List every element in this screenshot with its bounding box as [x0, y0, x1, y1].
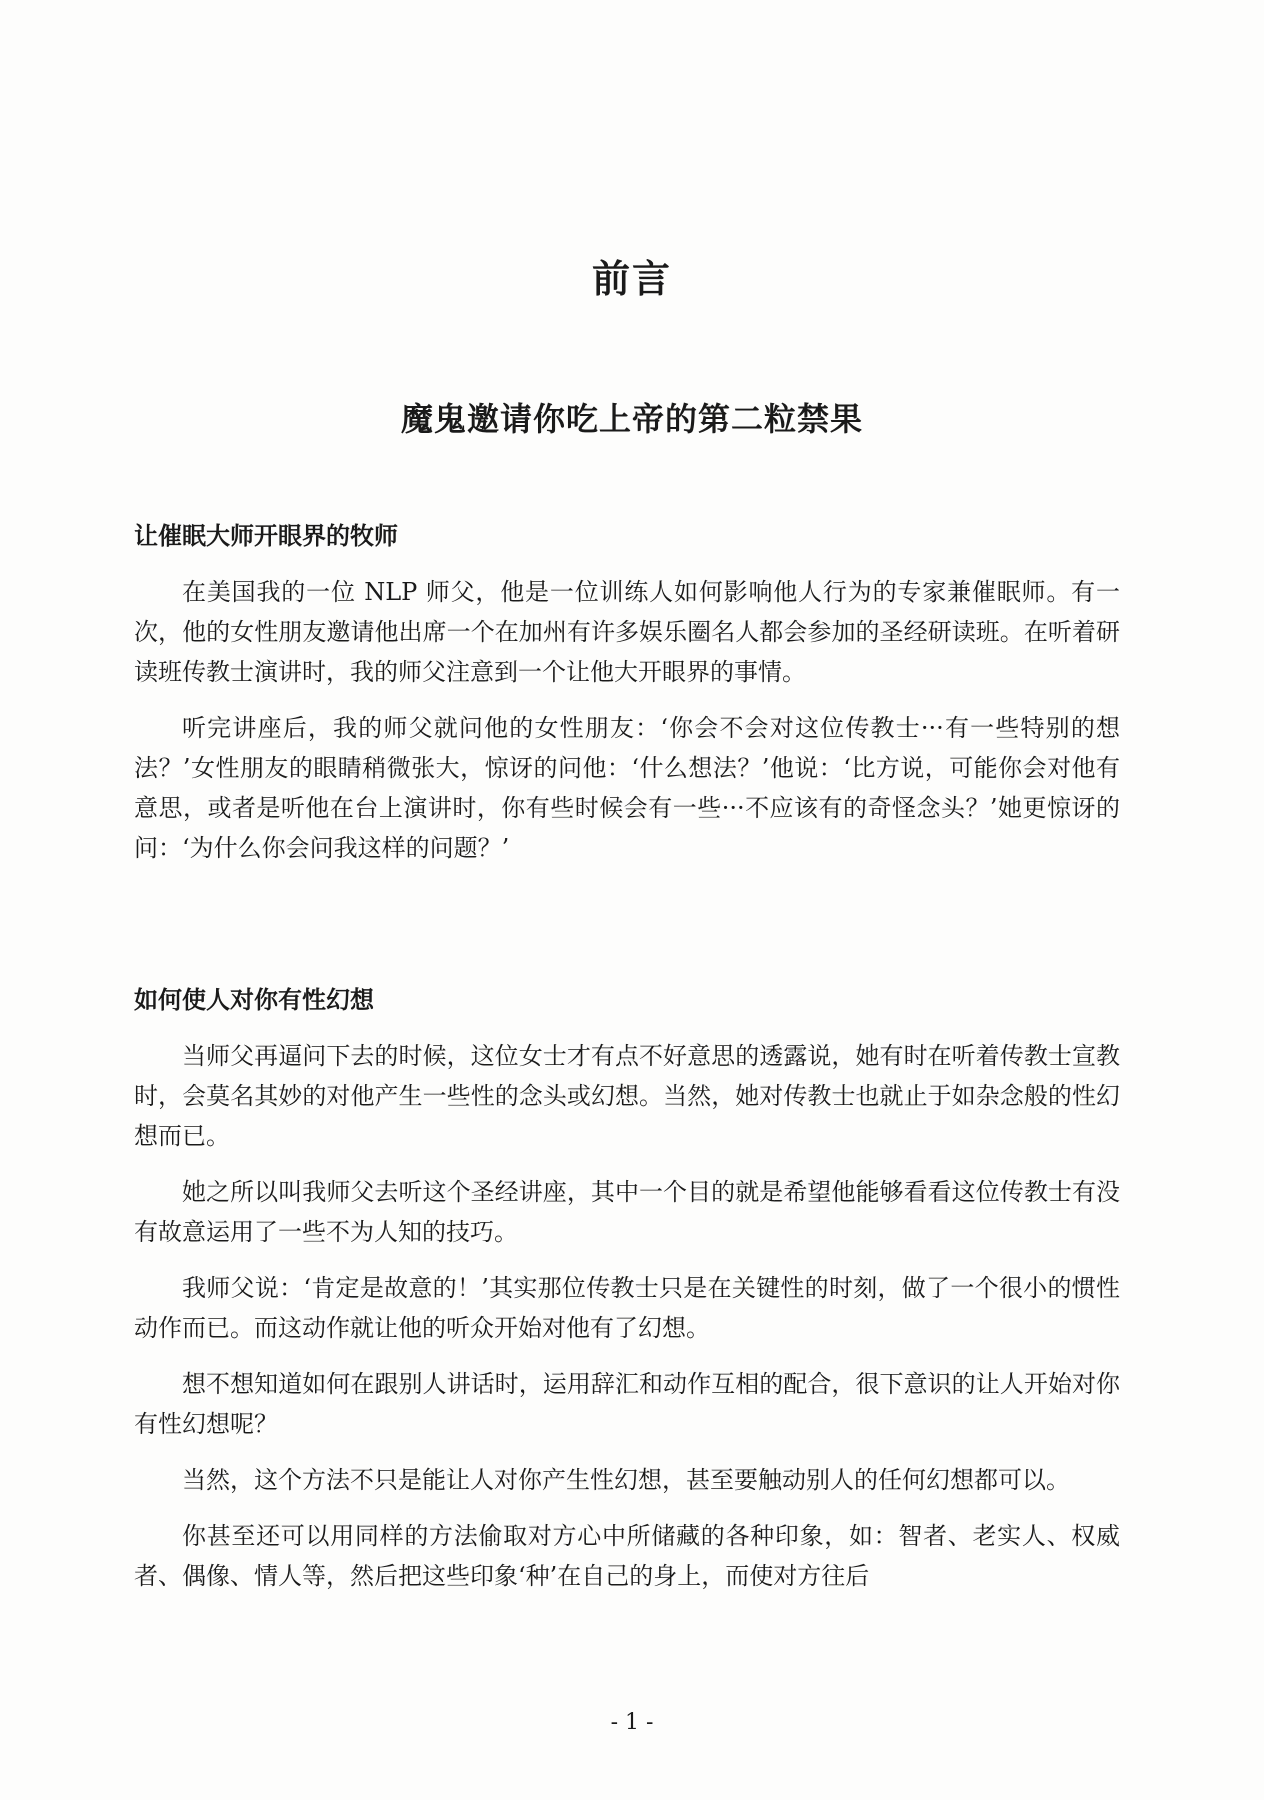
chapter-title: 前言	[591, 256, 672, 301]
paragraph: 她之所以叫我师父去听这个圣经讲座，其中一个目的就是希望他能够看看这位传教士有没有故意运用了一些不为人知的技巧。	[134, 1178, 1120, 1246]
paragraph: 想不想知道如何在跟别人讲话时，运用辞汇和动作互相的配合，很下意识的让人开始对你有性幻想呢？	[134, 1370, 1120, 1438]
page-number: - 1 -	[610, 1710, 654, 1735]
paragraph: 听完讲座后，我的师父就问他的女性朋友：‘你会不会对这位传教士···有一些特别的想法？’女性朋友的眼睛稍微张大，惊讶的问他：‘什么想法？’他说：‘比方说，可能你会对他有意思，或者是听他在台上演讲时，你有些时候会有一些···不应该有的奇怪念头？’她更惊讶的问：‘为什么你会问我这样的问题？’	[134, 714, 1120, 862]
paragraph: 在美国我的一位 NLP 师父，他是一位训练人如何影响他人行为的专家兼催眠师。有一次，他的女性朋友邀请他出席一个在加州有许多娱乐圈名人都会参加的圣经研读班。在听着研读班传教士演讲时，我的师父注意到一个让他大开眼界的事情。	[134, 578, 1120, 686]
paragraph: 我师父说：‘肯定是故意的！’其实那位传教士只是在关键性的时刻，做了一个很小的惯性动作而已。而这动作就让他的听众开始对他有了幻想。	[134, 1274, 1120, 1342]
section-1	[134, 518, 1120, 884]
paragraph: 当然，这个方法不只是能让人对你产生性幻想，甚至要触动别人的任何幻想都可以。	[182, 1466, 1070, 1494]
paragraph: 你甚至还可以用同样的方法偷取对方心中所储藏的各种印象，如：智者、老实人、权威者、偶像、情人等，然后把这些印象‘种’在自己的身上，而使对方往后	[134, 1522, 1120, 1590]
paragraph: 当师父再逼问下去的时候，这位女士才有点不好意思的透露说，她有时在听着传教士宣教时，会莫名其妙的对他产生一些性的念头或幻想。当然，她对传教士也就止于如杂念般的性幻想而已。	[134, 1042, 1120, 1150]
section-heading: 让催眠大师开眼界的牧师	[134, 522, 398, 550]
section-2	[134, 982, 1120, 1612]
section-heading: 如何使人对你有性幻想	[134, 986, 374, 1014]
article-title: 魔鬼邀请你吃上帝的第二粒禁果	[400, 400, 863, 438]
